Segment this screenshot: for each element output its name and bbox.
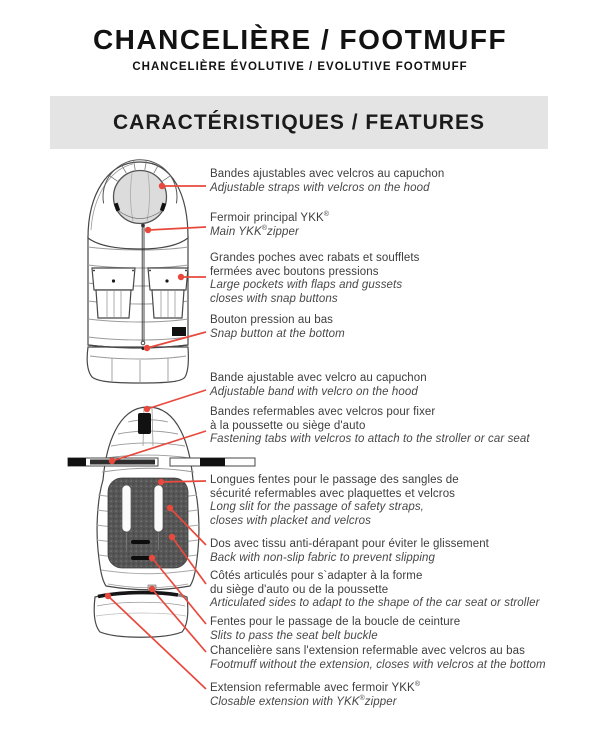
back-bottom-velcro-nub bbox=[148, 585, 156, 591]
front-side-label bbox=[172, 327, 186, 336]
annotation-en-line: Slits to pass the seat belt buckle bbox=[210, 629, 378, 642]
annotation-fr-line: Fermoir principal YKK® bbox=[210, 211, 329, 224]
annotation-en-line: Closable extension with YKK®zipper bbox=[210, 694, 397, 708]
annotation-fr-line: à la poussette ou siège d'auto bbox=[210, 419, 366, 432]
annotation-non-slip-back bbox=[210, 538, 595, 565]
annotation-fr-line: Fentes pour le passage de la boucle de ceinture bbox=[210, 616, 461, 628]
annotation-fr-line: Extension refermable avec fermoir YKK® bbox=[210, 681, 421, 694]
annotation-fr-line: du siège d'auto ou de la poussette bbox=[210, 583, 389, 596]
annotation-en-line: Back with non-slip fabric to prevent slipping bbox=[210, 551, 436, 564]
annotation-en-line: Fastening tabs with velcros to attach to the stroller or car seat bbox=[210, 433, 530, 445]
back-extension bbox=[94, 593, 188, 638]
front-pocket-left bbox=[92, 268, 135, 318]
front-bottom-section bbox=[87, 347, 188, 383]
page-title: CHANCELIÈRE / FOOTMUFF bbox=[92, 24, 508, 55]
back-fastening-strap-left bbox=[68, 458, 158, 466]
annotation-fr-line: Longues fentes pour le passage des sangles de bbox=[210, 474, 459, 486]
annotation-fr-line: Bandes refermables avec velcros pour fixer bbox=[210, 406, 436, 418]
annotation-en-line: Snap button at the bottom bbox=[210, 327, 345, 340]
features-banner-label: CARACTÉRISTIQUES / FEATURES bbox=[113, 110, 485, 134]
annotation-closable-extension bbox=[210, 682, 595, 709]
annotation-fr-line: Dos avec tissu anti-dérapant pour éviter le glissement bbox=[210, 538, 489, 550]
annotation-main-zipper bbox=[210, 212, 595, 239]
annotation-footmuff-without-extension bbox=[210, 645, 595, 672]
annotation-en-line: Adjustable straps with velcros on the hood bbox=[210, 181, 430, 194]
annotation-fastening-tabs bbox=[210, 406, 595, 447]
annotation-safety-strap-slits bbox=[210, 474, 595, 528]
back-antislip-panel bbox=[108, 478, 188, 568]
annotation-en-line: closes with snap buttons bbox=[210, 292, 338, 305]
annotation-en-line: Adjustable band with velcro on the hood bbox=[210, 385, 418, 398]
front-hood-opening bbox=[114, 171, 167, 224]
annotation-en-line: Long slit for the passage of safety straps, bbox=[210, 501, 424, 513]
annotation-fr-line: Bande ajustable avec velcro au capuchon bbox=[210, 372, 427, 384]
annotation-articulated-sides bbox=[210, 570, 595, 611]
page-subtitle: CHANCELIÈRE ÉVOLUTIVE / EVOLUTIVE FOOTMUFF bbox=[132, 61, 468, 73]
annotation-fr-line: Bouton pression au bas bbox=[210, 314, 334, 326]
annotation-fr-line: Grandes poches avec rabats et soufflets bbox=[210, 252, 420, 264]
back-fastening-strap-right bbox=[170, 458, 255, 466]
annotation-fr-line: Côtés articulés pour s`adapter à la forme bbox=[210, 570, 423, 582]
front-pocket-right bbox=[148, 268, 188, 318]
annotation-hood-band bbox=[210, 372, 595, 399]
annotation-fr-line: Bandes ajustables avec velcros au capuchon bbox=[210, 168, 445, 180]
annotation-en-line: Articulated sides to adapt to the shape of the car seat or stroller bbox=[210, 597, 540, 609]
annotation-en-line: closes with placket and velcros bbox=[210, 514, 371, 527]
annotation-belt-buckle-slits bbox=[210, 616, 595, 643]
annotation-en-line: Main YKK®zipper bbox=[210, 224, 299, 238]
annotation-bottom-snap bbox=[210, 314, 595, 341]
annotation-en-line: Large pockets with flaps and gussets bbox=[210, 279, 403, 291]
annotation-en-line: Footmuff without the extension, closes with velcros at the bottom bbox=[210, 658, 546, 671]
annotation-fr-line: sécurité refermables avec plaquettes et velcros bbox=[210, 487, 456, 500]
annotation-fr-line: Chancelière sans l'extension refermable avec velcros au bas bbox=[210, 645, 525, 657]
footmuff-front-illustration bbox=[55, 150, 215, 395]
annotation-pockets bbox=[210, 252, 595, 306]
annotation-fr-line: fermées avec boutons pressions bbox=[210, 265, 379, 278]
features-banner bbox=[50, 96, 548, 149]
annotation-hood-straps bbox=[210, 168, 595, 195]
back-hood-velcro-tab bbox=[138, 413, 151, 434]
front-bottom-snap-button bbox=[142, 347, 145, 350]
